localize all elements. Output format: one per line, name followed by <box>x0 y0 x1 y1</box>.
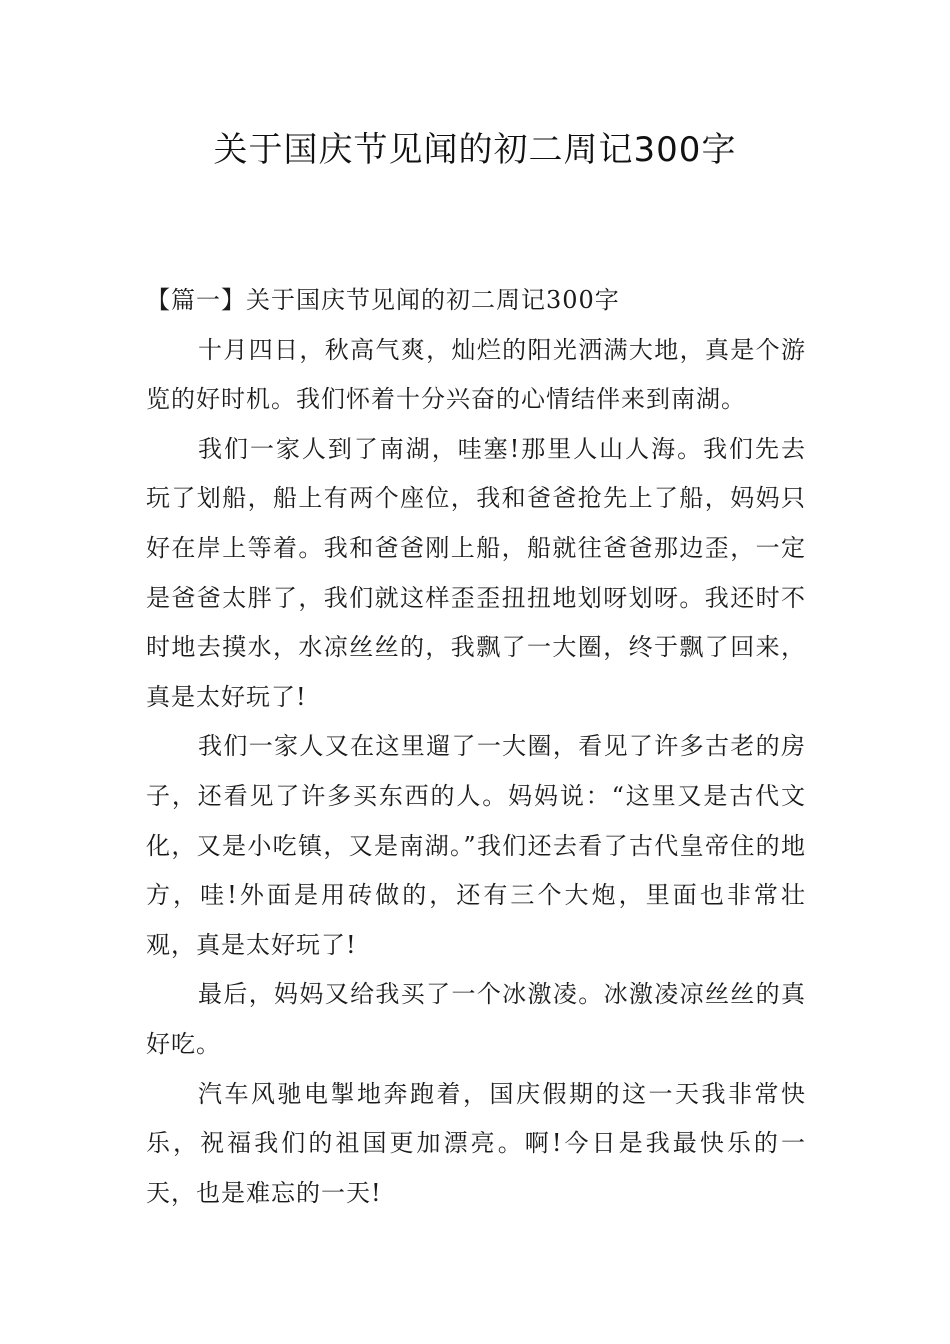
document-body <box>146 276 806 1218</box>
paragraph-1: 十月四日，秋高气爽，灿烂的阳光洒满大地，真是个游览的好时机。我们怀着十分兴奋的心情结伴来到南湖。 <box>146 335 806 414</box>
paragraph-3: 我们一家人又在这里遛了一大圈，看见了许多古老的房子，还看见了许多买东西的人。妈妈说：“这里又是古代文化，又是小吃镇，又是南湖。”我们还去看了古代皇帝住的地方，哇!外面是用砖做的，还有三个大炮，里面也非常壮观，真是太好玩了! <box>146 732 806 959</box>
paragraph-4: 最后，妈妈又给我买了一个冰激凌。冰激凌凉丝丝的真好吃。 <box>146 980 806 1058</box>
page-title: 关于国庆节见闻的初二周记300字 <box>213 130 737 170</box>
section-heading: 【篇一】关于国庆节见闻的初二周记300字 <box>146 286 620 314</box>
paragraph-2: 我们一家人到了南湖，哇塞!那里人山人海。我们先去玩了划船，船上有两个座位，我和爸爸抢先上了船，妈妈只好在岸上等着。我和爸爸刚上船，船就往爸爸那边歪，一定是爸爸太胖了，我们就这样歪歪扭扭地划呀划呀。我还时不时地去摸水，水凉丝丝的，我飘了一大圈，终于飘了回来，真是太好玩了! <box>146 434 806 711</box>
paragraph-5: 汽车风驰电掣地奔跑着，国庆假期的这一天我非常快乐，祝福我们的祖国更加漂亮。啊!今日是我最快乐的一天，也是难忘的一天! <box>146 1079 806 1207</box>
